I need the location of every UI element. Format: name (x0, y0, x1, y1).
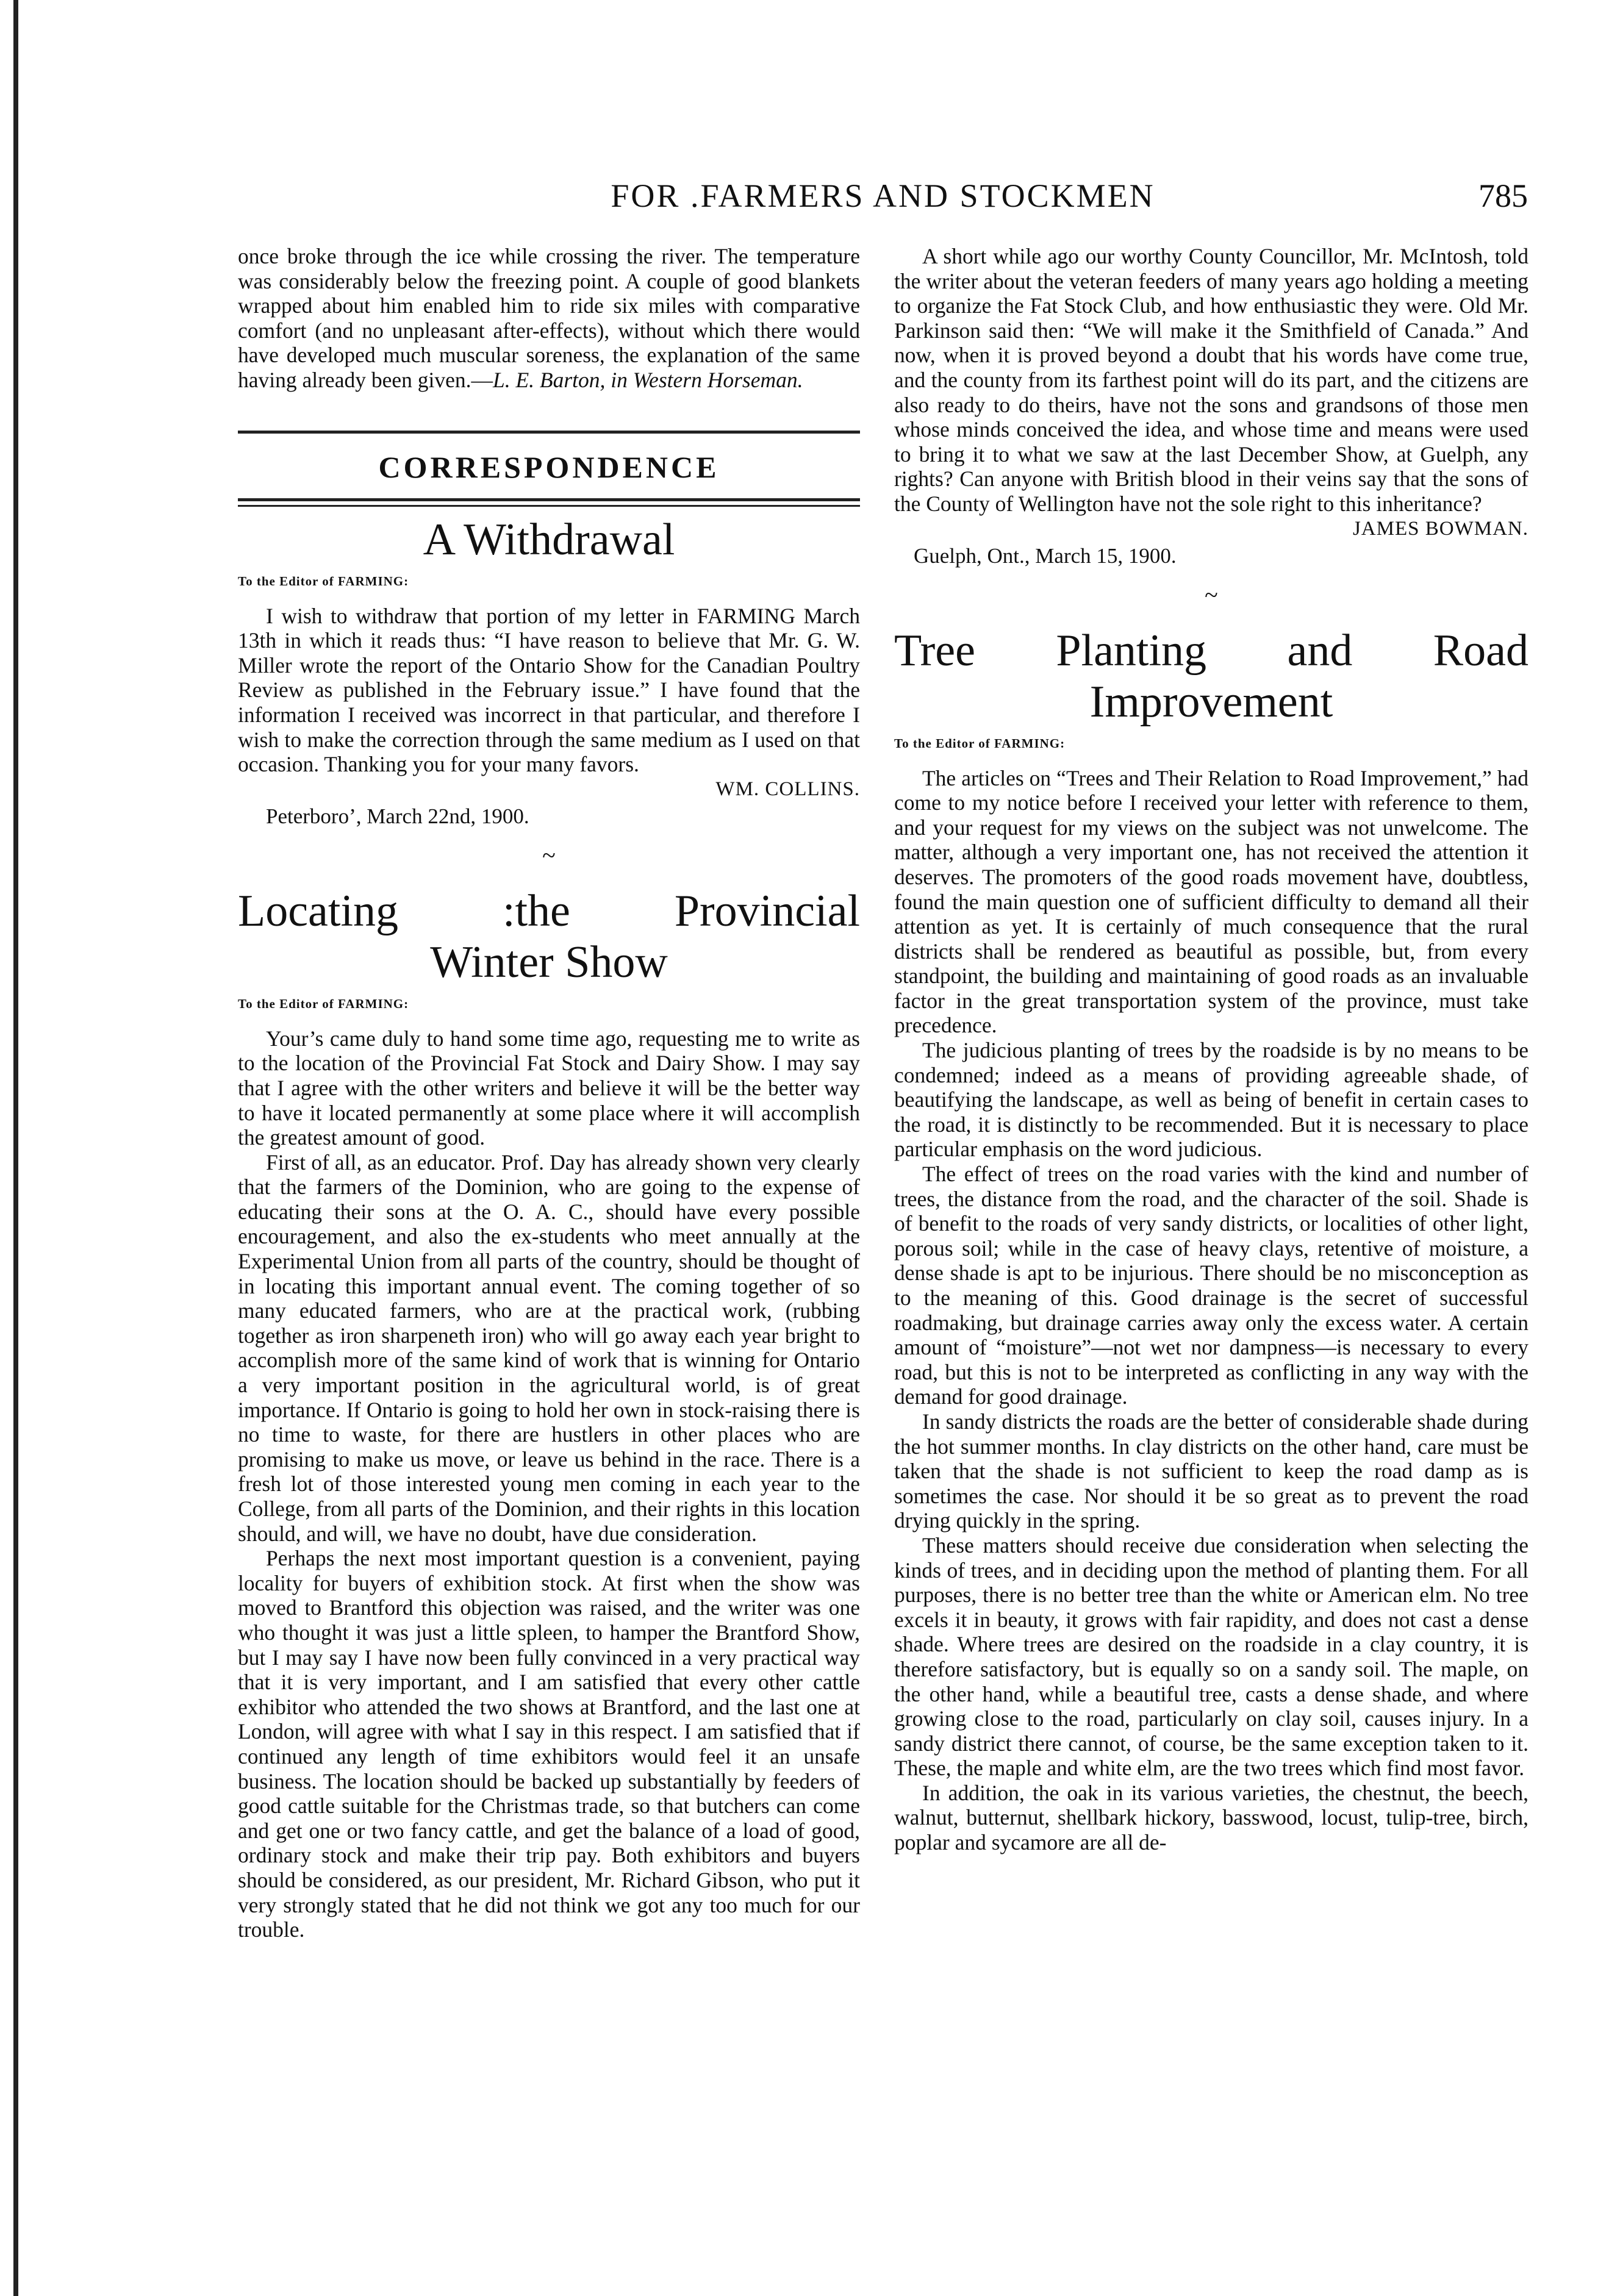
title-line-1: Tree Planting and Road (894, 625, 1528, 676)
section-rule-double (238, 505, 860, 507)
continued-paragraph (238, 244, 860, 393)
continued-credit: L. E. Barton, in Western Horseman. (492, 367, 803, 392)
right-column (894, 244, 1528, 1855)
winter-show-para-3: Perhaps the next most important question is a convenient, paying locality for buyers of exhibition stock. At first when the show was moved to Brantford this objection was raised, and the writer was one who thought it was just a little spleen, to hamper the Brantford Show, but I may say I have now been fully convinced in a very practical way that it is very important, and I am satisfied that every other cattle exhibitor who attended the two shows at Brantford, and the last one at London, will agree with what I say in this respect. I am satisfied that if continued any length of time exhibitors would feel it an unsafe business. The location should be backed up substantially by feeders of good cattle suitable for the Christmas trade, so that butchers can come and get one or two fancy cattle, and get the balance of a load of good, ordinary stock and make their trip pay. Both exhibitors and buyers should be considered, as our president, Mr. Richard Gibson, who put it very strongly stated that he did not think we got any too much for our trouble. (238, 1546, 860, 1942)
to-editor-line: To the Editor of FARMING: (238, 996, 409, 1011)
withdrawal-dateline: Peterboro’, March 22nd, 1900. (266, 804, 529, 828)
page-edge-rule (13, 0, 18, 2296)
running-head: FOR .FARMERS AND STOCKMEN (611, 177, 1155, 214)
page-header (238, 177, 1528, 226)
bowman-dateline: Guelph, Ont., March 15, 1900. (914, 543, 1177, 568)
title-line-2: Improvement (1089, 676, 1333, 727)
article-title-withdrawal: A Withdrawal (423, 514, 675, 565)
tree-para-5: These matters should receive due consideration when selecting the kinds of trees, and in deciding upon the method of planting them. For all purposes, there is no better tree than the white or American elm. No tree excels it in beauty, it grows with fair rapidity, and does not cast a dense shade. Where trees are desired on the roadside in a clay country, it is therefore satisfactory, but is equally so on a sandy soil. The maple, on the other hand, while a beautiful tree, casts a dense shade, and where growing close to the road, particularly on clay soil, causes injury. In a sandy district there cannot, of course, be the same exception taken to it. These, the maple and white elm, are the two trees which find most favor. (894, 1532, 1528, 1781)
title-line-1: Locating :the Provincial (238, 885, 860, 936)
section-rule-top (238, 431, 860, 434)
section-title: CORRESPONDENCE (378, 449, 720, 484)
continued-text: once broke through the ice while crossing the river. The temperature was considerably below the freezing point. A couple of good blankets wrapped about him enabled him to ride six miles with comparative comfort (and no unpleasant after-effects), without which there would have developed much muscular soreness, the explanation of the same having already been given.— (238, 244, 860, 392)
to-editor-line: To the Editor of FARMING: (238, 573, 409, 588)
winter-show-para-2: First of all, as an educator. Prof. Day has already shown very clearly that the farmers of the Dominion, who are going to the expense of educating their sons at the O. A. C., should have every possible encouragement, and also the ex-students who meet annually at the Experimental Union from all parts of the country, should be thought of in locating this important annual event. The coming together of so many educated farmers, who are at the practical work, (rubbing together as iron sharpeneth iron) who will go away each year bright to accomplish more of the same kind of work that is winning for Ontario a very important position in the agricultural world, is of great importance. If Ontario is going to hold her own in stock-raising there is no time to waste, for there are hustlers in other places who are promising to make us move, or leave us behind in the race. There is a fresh lot of those interested young men coming in each year to the College, from all parts of the Dominion, and their rights in this location should, and will, we have no doubt, have due consideration. (238, 1150, 860, 1546)
article-title-winter-show (238, 885, 860, 988)
left-column (238, 244, 860, 1942)
tree-para-3: The effect of trees on the road varies with the kind and number of trees, the distance from the road, and the character of the soil. Shade is of benefit to the roads of very sandy districts, or localities of other light, porous soil; while in the case of heavy clays, retentive of moisture, a dense shade is apt to be injurious. There should be no misconception as to the meaning of this. Good drainage is the secret of successful roadmaking, but drainage carries away only the excess water. A certain amount of “moisture”—not wet nor dampness—is necessary to every road, but this is not to be interpreted as conflicting in any way with the demand for good drainage. (894, 1162, 1528, 1409)
to-editor-line: To the Editor of FARMING: (894, 735, 1066, 751)
winter-show-para-1: Your’s came duly to hand some time ago, requesting me to write as to the location of the Provincial Fat Stock and Dairy Show. I may say that I agree with the other writers and believe it will be the better way to have it located permanently at some place where it will accomplish the greatest amount of good. (238, 1026, 860, 1150)
withdrawal-body: I wish to withdraw that portion of my letter in FARMING March 13th in which it reads thus: “I have reason to believe that Mr. G. W. Miller wrote the report of the Ontario Show for the Canadian Poultry Review as published in the February issue.” I have found that the information I received was incorrect in that particular, and therefore I wish to make the correction through the same medium as I used on that occasion. Thanking you for your many favors. (238, 603, 860, 777)
article-title-tree-planting (894, 625, 1528, 728)
councillor-letter: A short while ago our worthy County Councillor, Mr. McIntosh, told the writer about the veteran feeders of many years ago holding a meeting to organize the Fat Stock Club, and how enthusiastic they were. Old Mr. Parkinson said then: “We will make it the Smithfield of Canada.” And now, when it is proved beyond a doubt that his words have come true, and the county from its farthest point will do its part, and the citizens are also ready to do theirs, have not the sons and grandsons of those men whose minds conceived the idea, and whose time and means were used to bring it to what we saw at the last December Show, at Guelph, any rights? Can anyone with British blood in their veins say that the sons of the County of Wellington have not the sole right to this inheritance? (894, 244, 1528, 516)
tree-para-6: In addition, the oak in its various varieties, the chestnut, the beech, walnut, butternut, shellbark hickory, basswood, locust, tulip-tree, birch, poplar and sycamore are all de- (894, 1780, 1528, 1855)
ornament-divider: ~ (542, 841, 556, 869)
tree-para-4: In sandy districts the roads are the better of considerable shade during the hot summer months. In clay districts on the other hand, care must be taken that the shade is not sufficient to keep the road damp as is sometimes the case. Nor should it be so great as to prevent the road drying quickly in the spring. (894, 1409, 1528, 1533)
section-rule-bottom (238, 498, 860, 501)
page-number: 785 (1478, 177, 1528, 214)
tree-para-2: The judicious planting of trees by the roadside is by no means to be condemned; indeed as a means of providing agreeable shade, of beautifying the landscape, as well as being of benefit in certain cases to the road, it is distinctly to be recommended. But it is necessary to place particular emphasis on the word judicious. (894, 1038, 1528, 1162)
ornament-divider: ~ (1205, 581, 1218, 609)
withdrawal-signature: WM. COLLINS. (715, 778, 860, 800)
title-line-2: Winter Show (430, 937, 668, 987)
bowman-signature: JAMES BOWMAN. (1352, 517, 1528, 540)
tree-para-1: The articles on “Trees and Their Relation to Road Improvement,” had come to my notice before I received your letter with reference to them, and your request for my views on the subject was not unwelcome. The matter, although a very important one, has not received the attention it deserves. The promoters of the good roads movement have, doubtless, found the main question one of sufficient difficulty to demand all their attention as yet. It is certainly of much consequence that the rural districts shall be rendered as beautiful as possible, but, from every standpoint, the building and maintaining of good roads as an invaluable factor in the great transportation system of the province, must take precedence. (894, 765, 1528, 1038)
